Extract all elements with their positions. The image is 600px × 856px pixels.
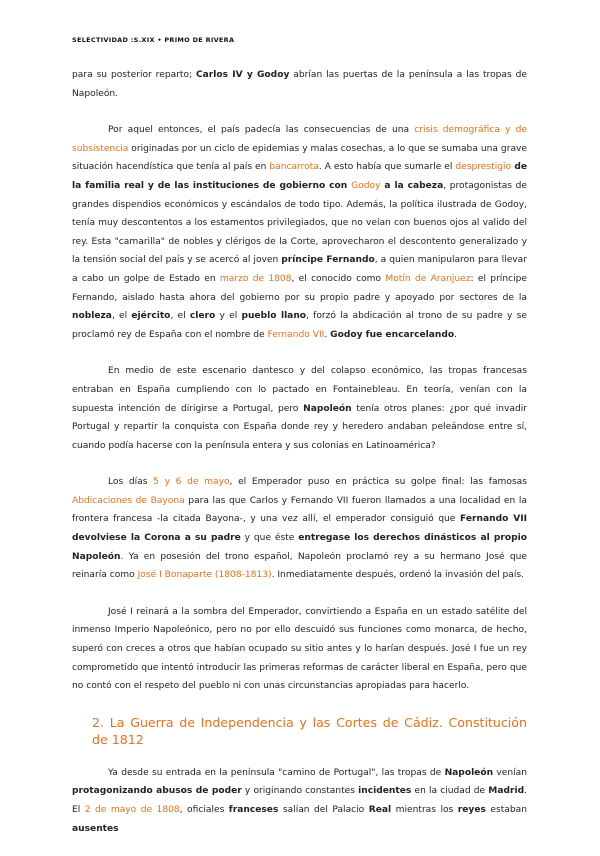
bold-text: pueblo llano: [241, 311, 307, 322]
text-run: Los días: [108, 477, 154, 488]
heading-number: 2.: [92, 714, 105, 730]
text-run: . Inmediatamente después, ordenó la invasión del país.: [271, 570, 525, 581]
highlighted-text: crisis demográfica y de subsistencia: [72, 125, 527, 154]
section-heading: [92, 714, 527, 748]
bold-text: Napoleón: [444, 767, 494, 778]
text-run: , el: [170, 311, 190, 322]
text-run: salían del Palacio: [278, 805, 369, 815]
text-run: , el Emperador puso en práctica su golpe final: las famosas: [229, 477, 527, 488]
text-run: estaban: [485, 805, 527, 815]
bold-text: clero: [189, 311, 216, 322]
heading-text: La Guerra de Independencia y las Cortes de Cádiz. Constitución de 1812: [92, 714, 527, 747]
bold-text: reyes: [457, 805, 486, 815]
text-run: , protagonistas de grandes dispendios económicos y escándalos de todo tipo. Además, la política ilustrada de Godoy, tenía muy descontentos a los estamentos privilegiados, que no veían con buenos ojos al valido del rey. Esta "camarilla" de nobles y clérigos de la Corte, aprovecharon el descontento generalizado y la tensión social del país y se acercó al joven: [72, 180, 527, 266]
bold-text: entregase los derechos dinásticos al propio Napoleón: [72, 533, 527, 562]
highlighted-text: 2 de mayo de 1808: [84, 805, 180, 815]
highlighted-text: Abdicaciones de Bayona: [72, 495, 185, 506]
paragraph-1: [72, 66, 527, 103]
text-run: José I reinará a la sombra del Emperador, convirtiendo a España en un estado satélite del inmenso Imperio Napoleónico, pero no por ello descuidó sus funciones como monarca, de hecho, superó con creces a otros que habían ocupado su sitio antes y lo harían después. José I fue un rey comprometido que intentó introducir las primeras reformas de carácter liberal en España, pero que no contó con el respeto del pueblo ni con unas circunstancias apropiadas para hacerlo.: [72, 606, 527, 692]
paragraph-4: [72, 473, 527, 585]
text-run: venían: [493, 767, 527, 778]
text-run: originadas por un ciclo de epidemias y malas cosechas, a lo que se sumaba una grave situación hacendística que tenía al país en: [72, 143, 527, 173]
text-run: y el: [215, 311, 242, 322]
highlighted-text: bancarrota: [269, 162, 319, 173]
bold-text: ejército: [131, 311, 171, 322]
text-run: . Ya en posesión del trono español, Napoleón proclamó rey a su hermano José que reinaría como: [72, 551, 527, 581]
text-run: : el príncipe Fernando, aislado hasta ahora del gobierno por su propio padre y apoyado por sectores de la: [72, 273, 527, 303]
paragraph-6: [72, 764, 527, 838]
text-run: , oficiales: [179, 805, 229, 815]
text-run: . A esto había que sumarle el: [318, 162, 456, 173]
highlighted-text: desprestigio: [455, 162, 512, 173]
paragraph-2: [72, 121, 527, 344]
bold-text: Madrid: [488, 786, 525, 797]
bold-text: Fernando VII devolviese la Corona a su padre: [72, 514, 528, 544]
text-run: .: [115, 88, 119, 99]
text-run: , el: [111, 311, 132, 322]
highlighted-text: 5 y 6 de mayo: [153, 477, 230, 488]
paragraph-5: [72, 603, 527, 696]
text-run: y originando constantes: [241, 786, 359, 797]
bold-text: príncipe Fernando: [281, 255, 375, 266]
text-run: y que éste: [240, 533, 299, 544]
text-run: Ya desde su entrada en la península "camino de Portugal", las tropas de: [108, 767, 445, 778]
highlighted-text: Motín de Aranjuez: [385, 273, 471, 284]
bold-text: nobleza: [72, 311, 112, 322]
text-run: , el conocido como: [291, 273, 386, 284]
bold-text: Carlos IV y Godoy: [196, 70, 290, 80]
bold-text: a la cabeza: [380, 180, 444, 191]
text-run: tenía otros planes: ¿por qué invadir Portugal y repartir la conquista con España donde rey y heredero andaban peleándose entre sí, cuando podía hacerse con la península entera y sus colonias en Latinoamérica?: [72, 403, 527, 451]
highlighted-text: Godoy: [351, 180, 381, 191]
page-header: SELECTIVIDAD :S.XIX • PRIMO DE RIVERA: [72, 36, 235, 44]
text-run: .: [454, 329, 458, 340]
bold-text: Godoy fue encarcelando: [330, 329, 455, 340]
document-body: [72, 66, 527, 856]
bold-text: Real: [368, 805, 392, 815]
highlighted-text: Fernando VII: [267, 329, 325, 340]
bold-text: franceses: [228, 805, 279, 815]
text-run: abrían las puertas de la península a las tropas de: [289, 70, 527, 80]
text-run: Napoleón: [72, 88, 116, 99]
highlighted-text: marzo de 1808: [219, 273, 292, 284]
paragraph-3: [72, 362, 527, 455]
text-run: mientras los: [391, 805, 458, 815]
text-run: En medio de este escenario dantesco y del colapso económico, las tropas francesas entraban en España cumpliendo con lo pactado en Fontainebleau. En teoría, venían con la supuesta intención de dirigirse a Portugal, pero: [72, 366, 527, 414]
bold-text: ausentes: [72, 823, 119, 834]
highlighted-text: José I Bonaparte (1808-1813): [137, 570, 272, 581]
text-run: , forzó la abdicación al trono de su padre y se proclamó rey de España con el nombre de: [72, 311, 527, 340]
text-run: . El: [72, 786, 527, 815]
text-run: para su posterior reparto;: [72, 70, 196, 80]
text-run: en la ciudad de: [411, 786, 489, 797]
text-run: para las que Carlos y Fernando VII fueron llamados a una localidad en la frontera francesa -la citada Bayona-, y una vez allí, el emperador consiguió que: [72, 495, 527, 525]
bold-text: de la familia real y de las instituciones de gobierno con: [72, 162, 528, 191]
text-run: .: [324, 329, 331, 340]
text-run: , a quien manipularon para llevar a cabo un golpe de Estado en: [72, 255, 527, 284]
text-run: Por aquel entonces, el país padecía las consecuencias de una: [108, 125, 415, 136]
bold-text: protagonizando abusos de poder: [72, 786, 242, 797]
bold-text: incidentes: [358, 786, 412, 797]
bold-text: Napoleón: [303, 403, 352, 414]
